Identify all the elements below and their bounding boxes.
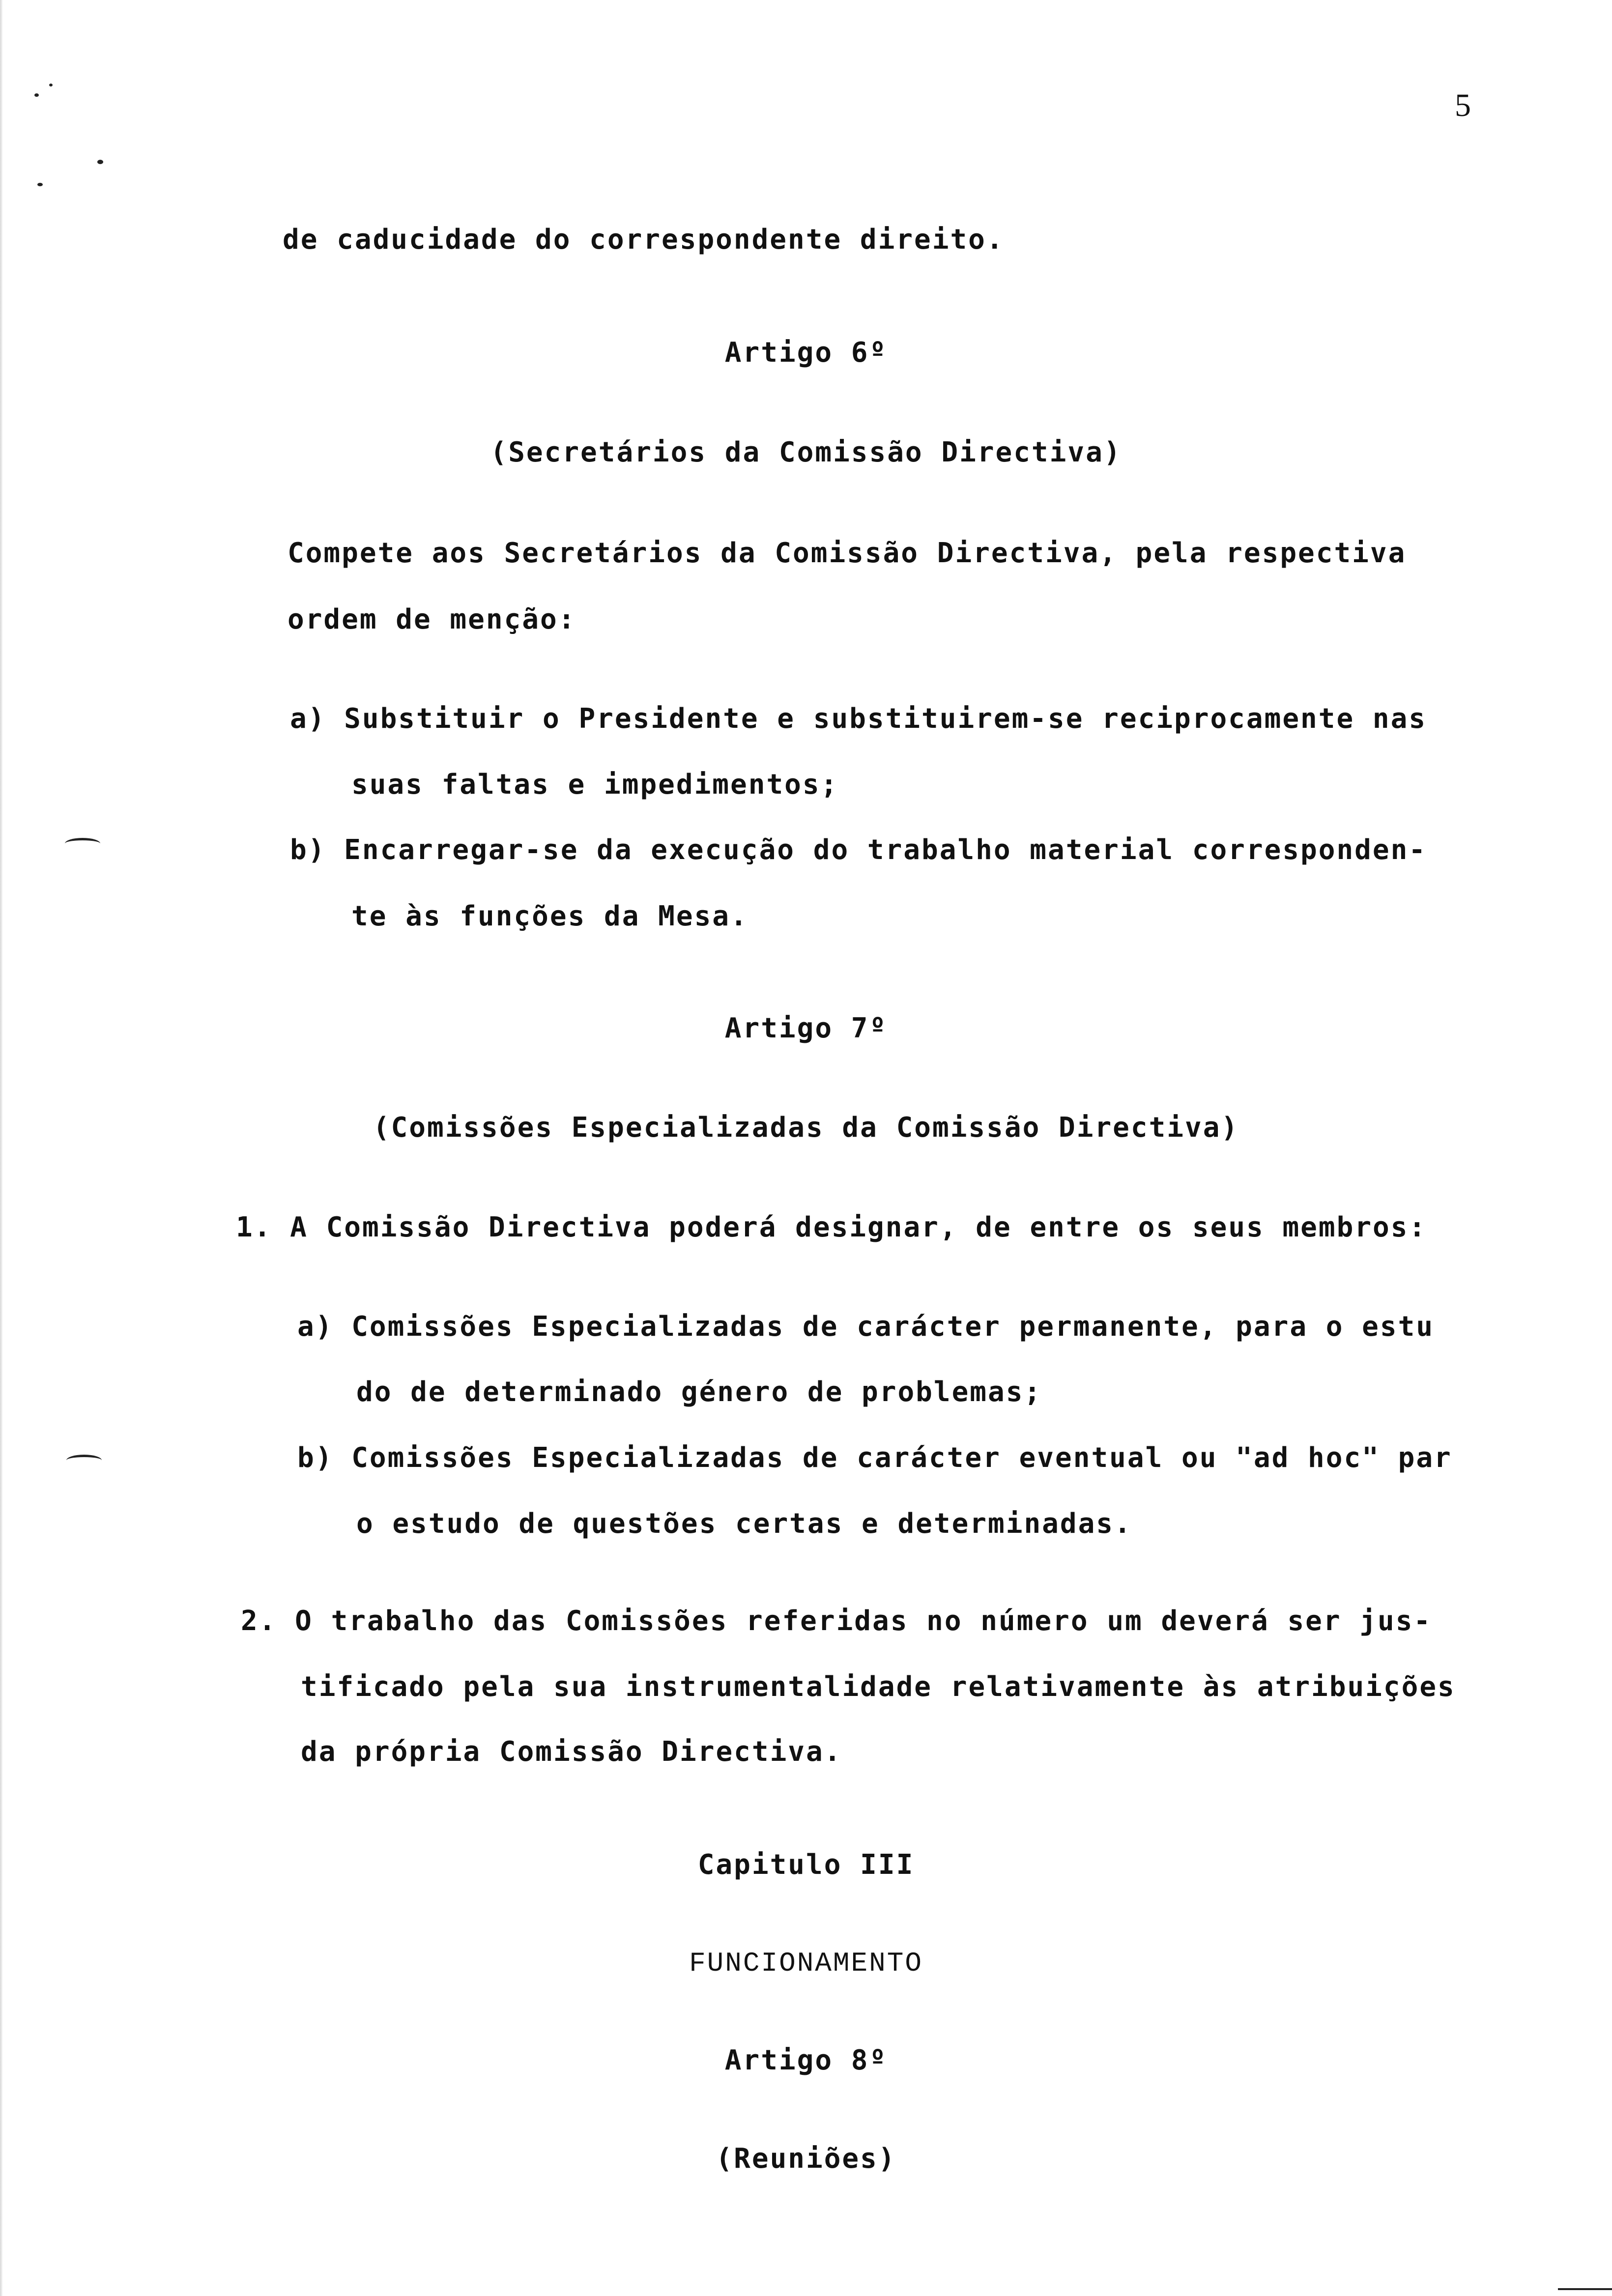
page-number: 5 <box>1455 87 1472 123</box>
paragraph-line: Compete aos Secretários da Comissão Directiva, pela respectiva <box>288 537 1407 569</box>
punch-mark <box>66 1455 102 1466</box>
chapter-name: FUNCIONAMENTO <box>689 1948 923 1979</box>
list-item-line: a) Substituir o Presidente e substituirem-se reciprocamente nas <box>290 703 1427 735</box>
article-subtitle: (Comissões Especializadas da Comissão Directiva) <box>373 1112 1239 1144</box>
list-item-line: b) Encarregar-se da execução do trabalho material corresponden- <box>290 834 1427 866</box>
article-subtitle: (Reuniões) <box>716 2143 896 2175</box>
scan-edge-line <box>1558 2288 1612 2290</box>
scan-speck <box>97 160 103 164</box>
numbered-item-line: 2. O trabalho das Comissões referidas no número um deverá ser jus- <box>241 1605 1432 1637</box>
article-title: Artigo 7º <box>724 1012 888 1044</box>
numbered-item-line: 1. A Comissão Directiva poderá designar, de entre os seus membros: <box>236 1211 1427 1243</box>
list-item-line: b) Comissões Especializadas de carácter eventual ou "ad hoc" par <box>297 1442 1452 1474</box>
scan-speck <box>37 183 43 186</box>
list-item-line: o estudo de questões certas e determinadas. <box>356 1508 1132 1540</box>
chapter-title: Capitulo III <box>697 1849 915 1881</box>
article-subtitle: (Secretários da Comissão Directiva) <box>490 436 1122 468</box>
numbered-item-line: da própria Comissão Directiva. <box>301 1736 842 1768</box>
article-title: Artigo 6º <box>724 337 888 369</box>
paragraph-line: de caducidade do correspondente direito. <box>283 224 1005 256</box>
list-item-line: do de determinado género de problemas; <box>356 1376 1042 1408</box>
paragraph-line: ordem de menção: <box>288 603 576 635</box>
scan-speck <box>49 84 53 86</box>
punch-mark <box>65 838 100 849</box>
list-item-line: suas faltas e impedimentos; <box>351 769 839 801</box>
article-title: Artigo 8º <box>724 2044 888 2076</box>
list-item-line: a) Comissões Especializadas de carácter permanente, para o estu <box>297 1311 1435 1343</box>
scan-speck <box>34 93 39 97</box>
numbered-item-line: tificado pela sua instrumentalidade relativamente às atribuições <box>301 1671 1456 1703</box>
list-item-line: te às funções da Mesa. <box>351 900 748 932</box>
